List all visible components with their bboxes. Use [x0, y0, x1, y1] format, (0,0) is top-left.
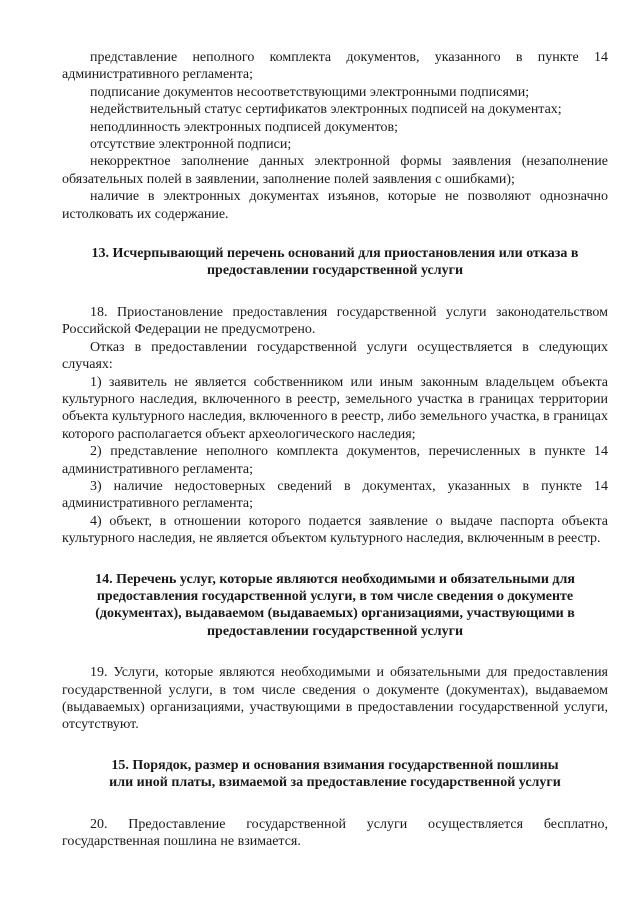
list-item: наличие в электронных документах изъянов, которые не позволяют однозначно истолковать их содержание.	[62, 189, 608, 222]
refusal-item: 2) представление неполного комплекта документов, перечисленных в пункте 14 административного регламента;	[62, 444, 608, 477]
refusal-item: 1) заявитель не является собственником или иным законным владельцем объекта культурного наследия, включенного в реестр, земельного участка в границах территории объекта культурного наследия, включенного в реестр, либо земельного участка, в границах которого располагается объект археологического наследия;	[62, 374, 608, 442]
section-15-heading: 15. Порядок, размер и основания взимания государственной пошлины или иной платы, взимаемой за предоставление государственной услуги	[109, 757, 561, 791]
section-13-heading: 13. Исчерпывающий перечень оснований для приостановления или отказа в предоставлении государственной услуги	[91, 246, 579, 279]
list-item: недействительный статус сертификатов электронных подписей на документах;	[90, 102, 562, 118]
paragraph-20: 20. Предоставление государственной услуги осуществляется бесплатно, государственная пошлина не взимается.	[62, 816, 608, 850]
section-15-body	[62, 816, 608, 851]
section-14-body	[62, 664, 608, 734]
list-item: некорректное заполнение данных электронной формы заявления (незаполнение обязательных полей в заявлении, заполнение полей заявления с ошибками);	[62, 154, 608, 187]
list-item: подписание документов несоответствующими электронными подписями;	[90, 84, 530, 100]
refusal-item: 3) наличие недостоверных сведений в документах, указанных в пункте 14 административного регламента;	[62, 478, 608, 512]
list-item: неподлинность электронных подписей документов;	[90, 119, 399, 135]
refusal-item: 4) объект, в отношении которого подается заявление о выдаче паспорта объекта культурного наследия, не является объектом культурного наследия, включенным в реестр.	[62, 513, 608, 547]
section-14-heading: 14. Перечень услуг, которые являются необходимыми и обязательными для предоставления государственной услуги, в том числе сведения о документе (документах), выдаваемом (выдаваемых) организациями, участвующими в предоставлении государственной услуги	[95, 571, 575, 639]
paragraph-18: 18. Приостановление предоставления государственной услуги законодательством Российской Федерации не предусмотрено.	[62, 304, 608, 338]
list-top	[62, 49, 608, 223]
section-13-body	[62, 304, 608, 548]
list-item: отсутствие электронной подписи;	[90, 137, 292, 153]
paragraph-19: 19. Услуги, которые являются необходимыми и обязательными для предоставления государственной услуги, в том числе сведения о документе (документах), выдаваемом (выдаваемых) организациями, участвующими в предоставлении государственной услуги, отсутствуют.	[62, 665, 608, 733]
refusal-intro: Отказ в предоставлении государственной услуги осуществляется в следующих случаях:	[62, 339, 608, 373]
list-item: представление неполного комплекта документов, указанного в пункте 14 административного регламента;	[62, 50, 608, 83]
